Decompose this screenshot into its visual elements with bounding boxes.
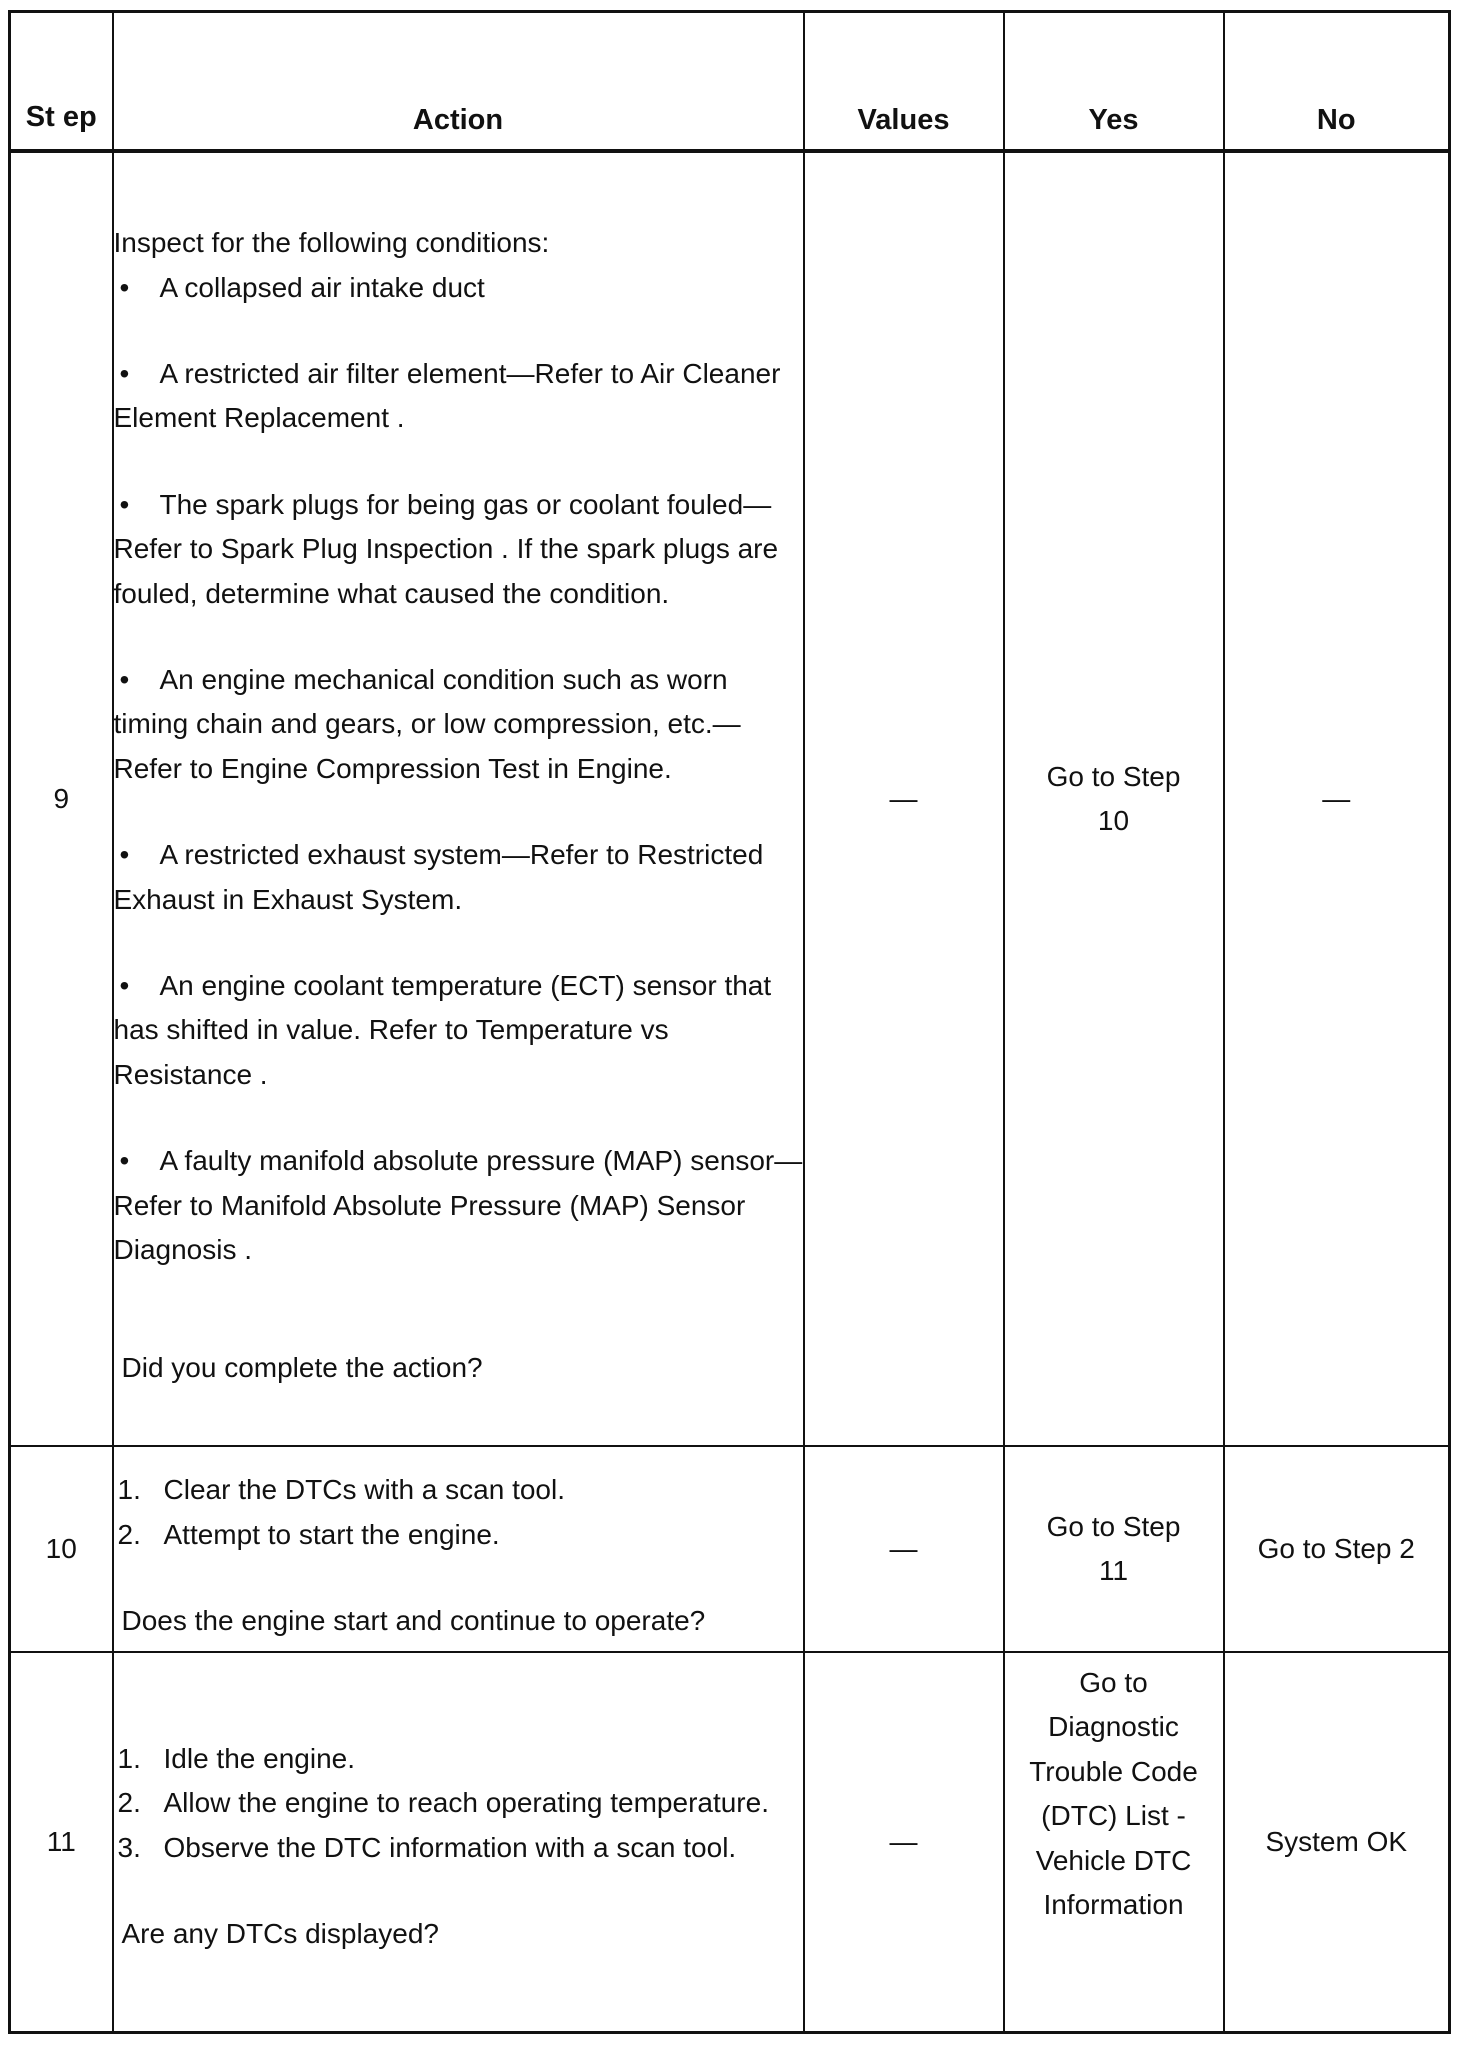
header-yes: Yes (1004, 12, 1224, 152)
list-item: 2. Attempt to start the engine. (114, 1513, 803, 1557)
bullet: • (119, 271, 130, 303)
table-row-step-9 (10, 151, 1450, 1446)
yes-cell: Go to Diagnostic Trouble Code (DTC) List - Vehicle DTC Information (1004, 1652, 1224, 2032)
values-cell: — (804, 1446, 1004, 1652)
no-cell: — (1224, 151, 1450, 1446)
list-item: 2. Allow the engine to reach operating temperature. (114, 1781, 803, 1825)
condition-item: • A faulty manifold absolute pressure (MAP) sensor—Refer to Manifold Absolute Pressure (MAP) Sensor Diagnosis . (114, 1139, 803, 1272)
action-cell (113, 1446, 804, 1652)
step-number: 11 (10, 1652, 113, 2032)
step-number: 10 (10, 1446, 113, 1652)
values-cell: — (804, 151, 1004, 1446)
list-item: 1. Clear the DTCs with a scan tool. (114, 1468, 803, 1512)
values-cell: — (804, 1652, 1004, 2032)
condition-item: • A restricted air filter element—Refer to Air Cleaner Element Replacement . (114, 352, 803, 441)
action-question: Are any DTCs displayed? (121, 1918, 439, 1950)
list-item: 1. Idle the engine. (114, 1737, 803, 1781)
bullet: • (119, 970, 130, 1002)
action-question: Does the engine start and continue to operate? (121, 1605, 706, 1637)
list-number: 1. (117, 1742, 141, 1774)
condition-item: • A collapsed air intake duct (114, 266, 803, 310)
table-row-step-10 (10, 1446, 1450, 1652)
bullet: • (119, 1145, 130, 1177)
action-cell (113, 1652, 804, 2032)
header-row (10, 12, 1450, 152)
header-step: St ep (10, 12, 113, 152)
diagnostic-table (8, 10, 1451, 2034)
header-values: Values (804, 12, 1004, 152)
condition-item: • An engine coolant temperature (ECT) sensor that has shifted in value. Refer to Temperature vs Resistance . (114, 964, 803, 1097)
no-cell: Go to Step 2 (1224, 1446, 1450, 1652)
condition-item: • The spark plugs for being gas or coolant fouled—Refer to Spark Plug Inspection . If the spark plugs are fouled, determine what caused the condition. (114, 483, 803, 616)
yes-cell: Go to Step 11 (1004, 1446, 1224, 1652)
yes-cell: Go to Step 10 (1004, 151, 1224, 1446)
bullet: • (119, 357, 130, 389)
bullet: • (119, 488, 130, 520)
bullet: • (119, 839, 130, 871)
step-number: 9 (10, 151, 113, 1446)
list-number: 2. (117, 1518, 141, 1550)
no-cell: System OK (1224, 1652, 1450, 2032)
table-row-step-11 (10, 1652, 1450, 2032)
header-action: Action (113, 12, 804, 152)
list-number: 2. (117, 1787, 141, 1819)
bullet: • (119, 663, 130, 695)
action-question: Did you complete the action? (121, 1352, 483, 1384)
action-intro: Inspect for the following conditions: (113, 227, 550, 259)
list-number: 1. (117, 1474, 141, 1506)
header-no: No (1224, 12, 1450, 152)
list-number: 3. (117, 1831, 141, 1863)
condition-item: • A restricted exhaust system—Refer to Restricted Exhaust in Exhaust System. (114, 833, 803, 922)
condition-item: • An engine mechanical condition such as worn timing chain and gears, or low compression, etc.—Refer to Engine Compression Test in Engine. (114, 658, 803, 791)
action-cell (113, 151, 804, 1446)
list-item: 3. Observe the DTC information with a scan tool. (114, 1826, 803, 1870)
